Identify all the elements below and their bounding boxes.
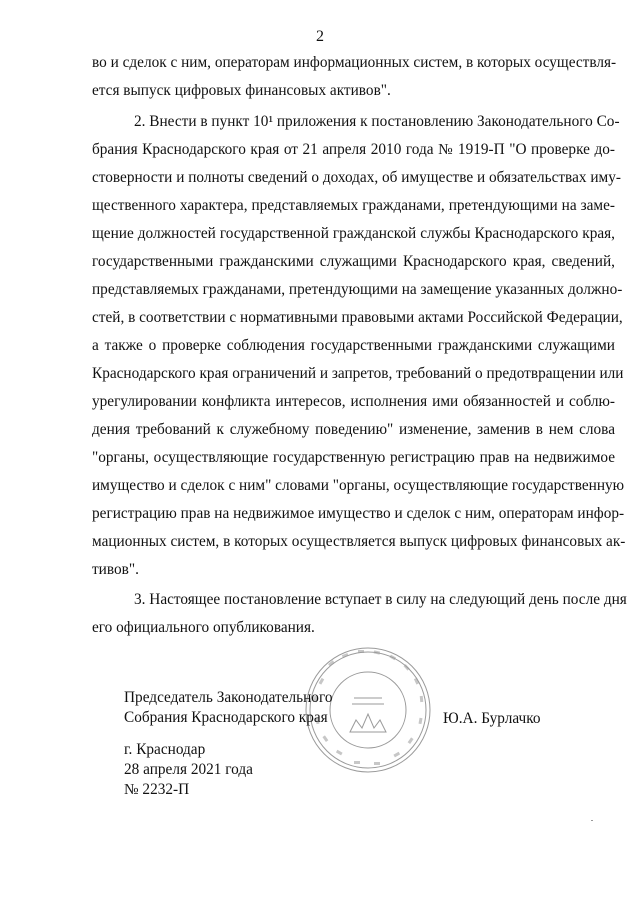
body-line-21: его официального опубликования. — [92, 619, 315, 636]
body-line-4: брания Краснодарского края от 21 апреля 2010 года № 1919-П "О проверке до- — [92, 141, 615, 158]
body-line-8: государственными гражданскими служащими Краснодарского края, сведений, — [92, 253, 615, 270]
scan-speck — [591, 820, 593, 821]
body-line-14: дения требований к служебному поведению" изменение, заменив в нем слова — [92, 421, 615, 438]
body-line-20: 3. Настоящее постановление вступает в силу на следующий день после дня — [134, 591, 627, 608]
body-line-11: а также о проверке соблюдения государственными гражданскими служащими — [92, 337, 615, 354]
place-of-signing: г. Краснодар — [124, 741, 206, 758]
body-line-18: мационных систем, в которых осуществляется выпуск цифровых финансовых ак- — [92, 533, 626, 550]
body-line-6: щественного характера, представляемых гражданами, претендующими на заме- — [92, 197, 615, 214]
body-line-3: 2. Внести в пункт 10¹ приложения к постановлению Законодательного Со- — [134, 113, 620, 130]
document-number: № 2232-П — [124, 781, 190, 798]
body-line-16: имущество и сделок с ним" словами "органы, осуществляющие государственную — [92, 477, 625, 494]
body-line-1: во и сделок с ним, операторам информационных систем, в которых осуществля- — [92, 54, 617, 71]
body-line-15: "органы, осуществляющие государственную регистрацию прав на недвижимое — [92, 449, 615, 466]
signing-date: 28 апреля 2021 года — [124, 761, 253, 778]
body-line-17: регистрацию прав на недвижимое имущество и сделок с ним, операторам инфор- — [92, 505, 625, 522]
signatory-position-line-2: Собрания Краснодарского края — [124, 709, 328, 726]
signatory-position-line-1: Председатель Законодательного — [124, 689, 333, 706]
body-line-19: тивов". — [92, 561, 139, 578]
body-line-7: щение должностей государственной гражданской службы Краснодарского края, — [92, 225, 615, 242]
body-line-13: урегулировании конфликта интересов, исполнения ими обязанностей и соблю- — [92, 393, 615, 410]
page-number: 2 — [316, 28, 324, 45]
body-line-12: Краснодарского края ограничений и запретов, требований о предотвращении или — [92, 365, 624, 382]
body-line-2: ется выпуск цифровых финансовых активов". — [92, 82, 391, 99]
body-line-10: стей, в соответствии с нормативными правовыми актами Российской Федерации, — [92, 309, 623, 326]
body-line-5: стоверности и полноты сведений о доходах, об имуществе и обязательствах иму- — [92, 169, 621, 186]
body-line-9: представляемых гражданами, претендующими на замещение указанных должно- — [92, 281, 623, 298]
signatory-name: Ю.А. Бурлачко — [443, 710, 541, 727]
